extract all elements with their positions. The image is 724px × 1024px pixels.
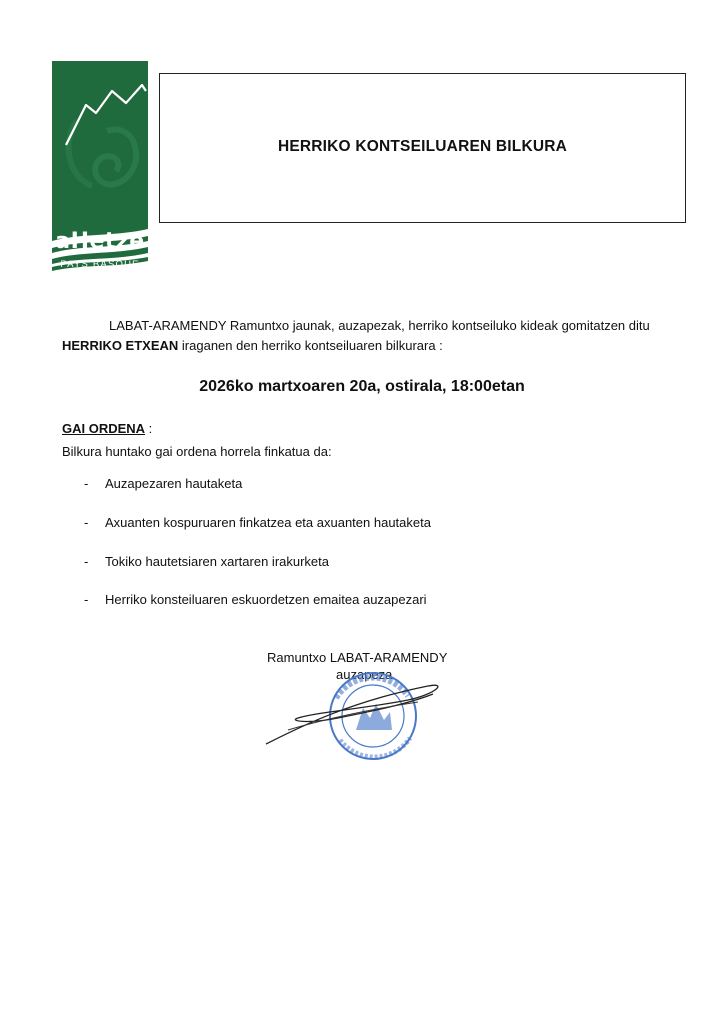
agenda-heading: [62, 421, 152, 436]
meeting-datetime: 2026ko martxoaren 20a, ostirala, 18:00etan: [199, 378, 525, 395]
agenda-item-text: Tokiko hautetsiaren xartaren irakurketa: [105, 554, 330, 569]
agenda-item: [84, 554, 329, 569]
bullet-dash: -: [84, 476, 89, 491]
agenda-item-text: Herriko konsteiluaren eskuordetzen emaitea auzapezari: [105, 592, 427, 607]
municipality-logo: [52, 61, 148, 281]
logo-subtitle-basque: EUSKAL HERRIA: [59, 271, 141, 281]
meeting-place: HERRIKO ETXEAN: [62, 338, 179, 353]
official-stamp-icon: [258, 668, 458, 768]
intro-paragraph: [62, 316, 692, 356]
intro-line-2: iraganen den herriko kontseiluaren bilkurara :: [178, 338, 443, 353]
logo-name: aHetze: [55, 229, 145, 254]
agenda-intro: Bilkura huntako gai ordena horrela finkatua da:: [62, 444, 332, 459]
signer-name: Ramuntxo LABAT-ARAMENDY: [267, 650, 448, 665]
agenda-item-text: Auzapezaren hautaketa: [105, 476, 243, 491]
bullet-dash: -: [84, 554, 89, 569]
document-title: HERRIKO KONTSEILUAREN BILKURA: [277, 138, 568, 155]
stamp-and-signature: [258, 668, 458, 768]
bullet-dash: -: [84, 592, 89, 607]
signer-role: auzapeza: [336, 667, 393, 682]
bullet-dash: -: [84, 515, 89, 530]
agenda-heading-label: GAI ORDENA: [62, 421, 146, 436]
intro-line-1: LABAT-ARAMENDY Ramuntxo jaunak, auzapezak, herriko kontseiluko kideak gomitatzen ditu: [109, 318, 650, 333]
agenda-item: [84, 515, 431, 530]
agenda-item: [84, 476, 242, 491]
agenda-item: [84, 592, 427, 607]
logo-subtitle-region: PAYS BASQUE: [60, 259, 140, 270]
agenda-heading-colon: :: [145, 421, 153, 436]
title-box: [159, 73, 686, 223]
agenda-item-text: Axuanten kospuruaren finkatzea eta axuanten hautaketa: [105, 515, 431, 530]
